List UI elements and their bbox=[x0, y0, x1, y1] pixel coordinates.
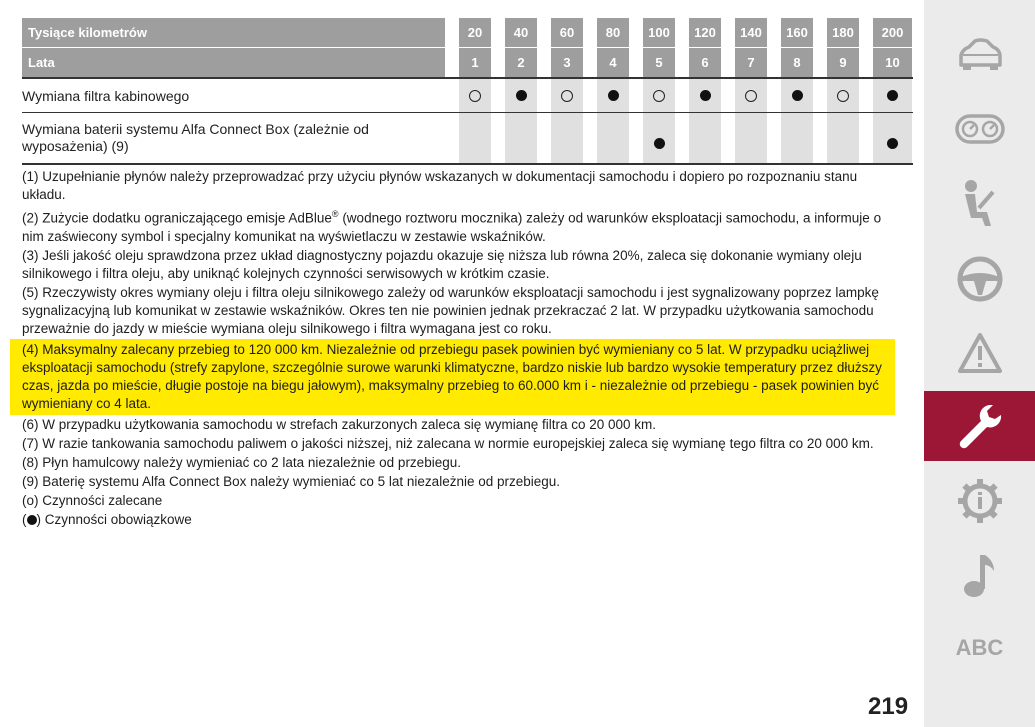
table-cell bbox=[873, 79, 912, 112]
sidebar-item-safety[interactable] bbox=[924, 168, 1035, 238]
km-header-cell: 180 bbox=[827, 18, 859, 47]
year-header-cell: 1 bbox=[459, 48, 491, 77]
page-number: 219 bbox=[868, 693, 909, 720]
footnote-2 bbox=[22, 205, 902, 246]
open-circle-icon bbox=[561, 90, 573, 102]
header-label-kilometers: Tysiące kilometrów bbox=[22, 18, 445, 47]
wrench-icon bbox=[955, 401, 1005, 451]
footnote-4-highlighted: (4) Maksymalny zalecany przebieg to 120 000 km. Niezależnie od przebiegu pasek powinien być wymieniany co 5 lat. W przypadku uciążliwej eksploatacji samochodu (strefy zapylone, szczególnie surowe warunki klimatyczne, bardzo niskie lub bardzo wysokie temperatury przez dłuższy czas, jazda po mieście, długie postoje na biegu jałowym), maksymalny przebieg to 60.000 km i - niezależnie od przebiegu - pasek powinien być wymieniany co 4 lata. bbox=[10, 339, 895, 415]
header-row-years bbox=[22, 47, 913, 77]
row-label: Wymiana baterii systemu Alfa Connect Box (zależnie od wyposażenia) (9) bbox=[22, 121, 369, 154]
km-header-cell: 140 bbox=[735, 18, 767, 47]
table-cell bbox=[505, 79, 537, 112]
sidebar-item-index[interactable] bbox=[924, 613, 1035, 683]
header-row-kilometers bbox=[22, 18, 913, 47]
sidebar-item-maintenance[interactable] bbox=[924, 391, 1035, 461]
table-cell bbox=[551, 79, 583, 112]
legend-mandatory bbox=[22, 511, 902, 529]
dashboard-gauges-icon bbox=[954, 112, 1006, 148]
filled-circle-icon bbox=[887, 138, 898, 149]
footnote-7: (7) W razie tankowania samochodu paliwem o jakości niższej, niż zalecana w normie europejskiej zaleca się wymianę tego filtra co 20 000 km. bbox=[22, 435, 874, 451]
year-header-cell: 7 bbox=[735, 48, 767, 77]
table-cell bbox=[873, 113, 912, 163]
row-label: Wymiana filtra kabinowego bbox=[22, 87, 190, 104]
footnote-1: (1) Uzupełnianie płynów należy przeprowadzać przy użyciu płynów wskazanych w dokumentacji samochodu i dopiero po rozpoznaniu stanu układu. bbox=[22, 169, 858, 202]
footnote-3: (3) Jeśli jakość oleju sprawdzona przez układ diagnostyczny pojazdu okazuje się niższa lub równa 20%, zaleca się dokonanie wymiany oleju silnikowego i filtra oleju, aby uniknąć kolejnych czynności serwisowych w krótkim czasie. bbox=[22, 247, 862, 281]
table-cell bbox=[459, 79, 491, 112]
table-cell bbox=[643, 113, 675, 163]
km-header-cell: 60 bbox=[551, 18, 583, 47]
year-header-cell: 8 bbox=[781, 48, 813, 77]
year-header-cell: 5 bbox=[643, 48, 675, 77]
table-cell bbox=[597, 79, 629, 112]
table-row-connect-box-battery bbox=[22, 112, 913, 165]
filled-circle-icon bbox=[887, 90, 898, 101]
footnote-2-text-a: (2) Zużycie dodatku ograniczającego emisje AdBlue bbox=[22, 210, 332, 226]
open-circle-icon bbox=[837, 90, 849, 102]
table-cell bbox=[735, 79, 767, 112]
legend-paren: ( bbox=[22, 511, 27, 527]
sidebar-item-driving[interactable] bbox=[924, 244, 1035, 314]
open-circle-icon bbox=[745, 90, 757, 102]
music-note-icon bbox=[960, 551, 1000, 599]
table-cell bbox=[597, 113, 629, 163]
km-header-cell: 200 bbox=[873, 18, 912, 47]
open-circle-icon bbox=[469, 90, 481, 102]
table-cell bbox=[505, 113, 537, 163]
legend-recommended: (o) Czynności zalecane bbox=[22, 492, 163, 508]
registered-mark: ® bbox=[331, 209, 339, 219]
abc-index-label: ABC bbox=[955, 635, 1004, 660]
footnotes bbox=[22, 168, 902, 530]
filled-circle-icon bbox=[654, 138, 665, 149]
header-label-years: Lata bbox=[22, 48, 445, 77]
year-header-cell: 3 bbox=[551, 48, 583, 77]
km-header-cell: 160 bbox=[781, 18, 813, 47]
steering-wheel-icon bbox=[956, 255, 1004, 303]
sidebar-item-multimedia[interactable] bbox=[924, 540, 1035, 610]
filled-circle-icon bbox=[792, 90, 803, 101]
km-header-cell: 100 bbox=[643, 18, 675, 47]
car-icon bbox=[955, 35, 1005, 75]
footnote-5: (5) Rzeczywisty okres wymiany oleju i filtra oleju silnikowego zależy od warunków eksploatacji samochodu i jest sygnalizowany poprzez lampkę sygnalizacyjną lub komunikat w zestawie wskaźników. Okres ten nie powinien jednak przekraczać 2 lat. W przypadku użytkowania samochodu przeważnie do jazdy w mieście wymiana oleju silnikowego i filtra wymagana jest co roku. bbox=[22, 284, 879, 336]
seat-belt-person-icon bbox=[957, 178, 1003, 228]
table-cell bbox=[781, 113, 813, 163]
filled-circle-icon bbox=[608, 90, 619, 101]
km-header-cell: 80 bbox=[597, 18, 629, 47]
table-cell bbox=[689, 113, 721, 163]
year-header-cell: 4 bbox=[597, 48, 629, 77]
table-cell bbox=[551, 113, 583, 163]
table-cell bbox=[781, 79, 813, 112]
footnote-6: (6) W przypadku użytkowania samochodu w strefach zakurzonych zaleca się wymianę filtra co 20 000 km. bbox=[22, 416, 657, 432]
technical-data-gear-icon bbox=[956, 477, 1004, 525]
km-header-cell: 40 bbox=[505, 18, 537, 47]
table-cell bbox=[643, 79, 675, 112]
year-header-cell: 2 bbox=[505, 48, 537, 77]
km-header-cell: 20 bbox=[459, 18, 491, 47]
km-header-cell: 120 bbox=[689, 18, 721, 47]
open-circle-icon bbox=[653, 90, 665, 102]
filled-circle-icon bbox=[516, 90, 527, 101]
maintenance-table bbox=[22, 18, 913, 165]
year-header-cell: 6 bbox=[689, 48, 721, 77]
table-cell bbox=[827, 79, 859, 112]
year-header-cell: 10 bbox=[873, 48, 912, 77]
filled-circle-icon bbox=[27, 515, 37, 525]
footnote-8: (8) Płyn hamulcowy należy wymieniać co 2 lata niezależnie od przebiegu. bbox=[22, 454, 461, 470]
table-cell bbox=[689, 79, 721, 112]
table-cell bbox=[827, 113, 859, 163]
sidebar-item-technical-data[interactable] bbox=[924, 466, 1035, 536]
sidebar-item-car[interactable] bbox=[924, 20, 1035, 90]
table-row-cabin-filter bbox=[22, 77, 913, 112]
table-cell bbox=[735, 113, 767, 163]
filled-circle-icon bbox=[700, 90, 711, 101]
footnote-9: (9) Baterię systemu Alfa Connect Box należy wymieniać co 5 lat niezależnie od przebiegu. bbox=[22, 473, 561, 489]
sidebar-item-instruments[interactable] bbox=[924, 95, 1035, 165]
table-cell bbox=[459, 113, 491, 163]
chapter-sidebar bbox=[924, 0, 1035, 727]
sidebar-item-emergency[interactable] bbox=[924, 318, 1035, 388]
warning-triangle-icon bbox=[956, 331, 1004, 375]
legend-mandatory-text: ) Czynności obowiązkowe bbox=[36, 511, 192, 527]
footnote-2-text-b: (wodnego roztworu mocznika) zależy od warunków eksploatacji samochodu, a informuje o nim zaświecony symbol i specjalny komunikat na wyświetlaczu w zestawie wskaźników. bbox=[22, 210, 882, 244]
year-header-cell: 9 bbox=[827, 48, 859, 77]
